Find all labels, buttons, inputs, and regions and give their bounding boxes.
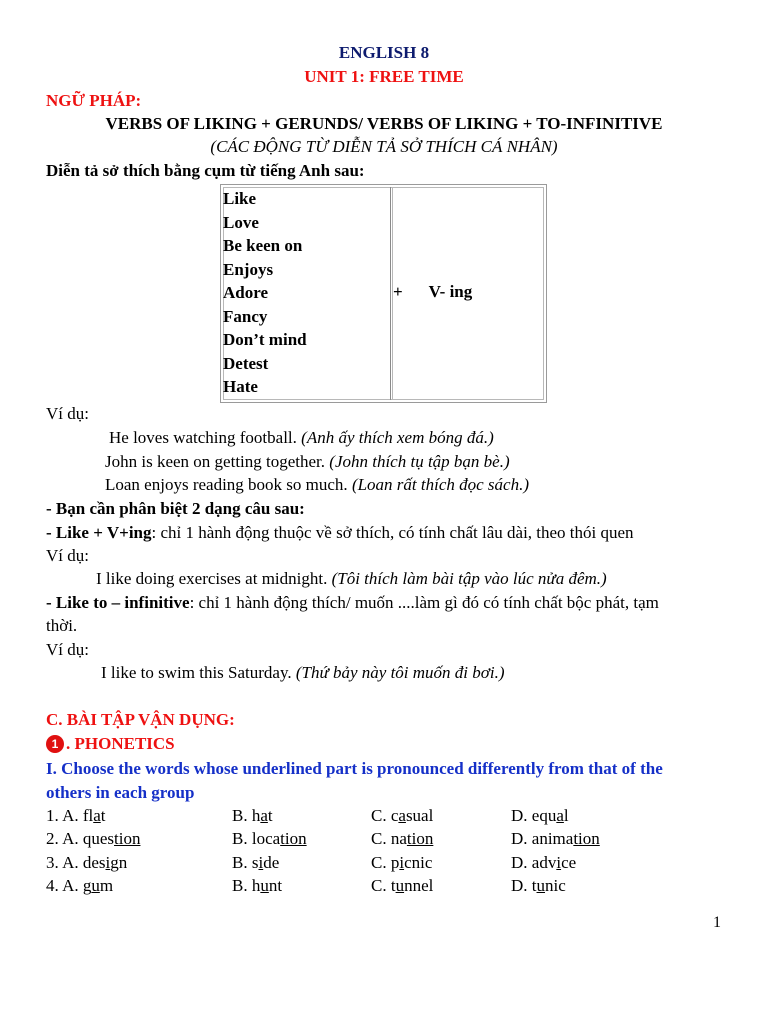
ving-form: V- ing [428,282,473,301]
option-letter: D. [511,853,528,872]
option-word [252,829,307,848]
option-word [83,806,106,825]
option-letter: C. [371,829,387,848]
word-part: t [531,876,537,895]
option-word [252,853,279,872]
word-part: de [263,853,280,872]
section-title: . PHONETICS [66,734,175,753]
word-part: cnic [404,853,433,872]
instruction-line: I. Choose the words whose underlined part is pronounced differently from that of the [46,759,663,778]
answer-option [371,852,432,874]
grammar-topic-vi: (CÁC ĐỘNG TỪ DIỄN TẢ SỞ THÍCH CÁ NHÂN) [210,137,558,156]
underlined-part: i [399,853,405,872]
example-en: Loan enjoys reading book so much. [105,475,352,494]
underlined-part: tion [114,829,141,848]
option-letter: A. [62,829,79,848]
underlined-part: a [398,806,406,825]
underlined-part: u [536,876,546,895]
word-part: t [390,876,396,895]
question-number: 4. [46,876,59,895]
option-letter: B. [232,876,248,895]
answer-option [371,875,433,897]
like-ving-rule [46,522,634,544]
answer-option [46,828,140,850]
word-part: fl [82,806,94,825]
option-word [83,829,141,848]
exercises-heading: C. BÀI TẬP VẬN DỤNG: [46,710,235,729]
answer-option [232,805,273,827]
option-letter: C. [371,806,387,825]
verbs-table-result [393,282,472,302]
example-label: Ví dụ: [46,404,89,423]
option-letter: C. [371,853,387,872]
option-letter: A. [62,806,79,825]
example-en: John is keen on getting together. [105,452,330,471]
underlined-part: a [556,806,564,825]
question-number: 1. [46,806,59,825]
option-word [391,876,434,895]
word-part: m [99,876,114,895]
answer-option [511,805,569,827]
example-en: He loves watching football. [109,428,302,447]
like-to-term: - Like to – infinitive [46,593,190,612]
grammar-topic: VERBS OF LIKING + GERUNDS/ VERBS OF LIKING + TO-INFINITIVE [105,114,663,133]
verb-item: Like [223,189,257,208]
answer-option [232,852,279,874]
verb-item: Love [223,212,259,232]
word-part: c [390,806,399,825]
underlined-part: a [93,806,101,825]
word-part: t [267,806,273,825]
word-part: nt [268,876,283,895]
word-part: h [251,806,261,825]
example-vi: (Loan rất thích đọc sách.) [351,475,530,494]
example-label: Ví dụ: [46,640,89,659]
word-part: adv [531,853,557,872]
underlined-part: u [395,876,405,895]
subject-title: ENGLISH 8 [338,43,430,62]
word-part: s [251,853,259,872]
word-part: h [251,876,261,895]
option-word [83,853,127,872]
unit-title: UNIT 1: FREE TIME [304,67,464,86]
option-word [391,829,434,848]
answer-option [46,852,127,874]
word-part: p [390,853,400,872]
word-part: des [82,853,106,872]
option-letter: C. [371,876,387,895]
option-letter: A. [62,853,79,872]
example-vi: (Thứ bảy này tôi muốn đi bơi.) [295,663,505,682]
answer-option [46,875,113,897]
example-vi: (John thích tụ tập bạn bè.) [329,452,510,471]
answer-option [511,852,576,874]
like-to-desc-cont: thời. [46,616,78,635]
underlined-part: i [258,853,264,872]
option-letter: D. [511,829,528,848]
like-ving-desc: : chỉ 1 hành động thuộc về sở thích, có tính chất lâu dài, theo thói quen [151,523,634,542]
phonetics-heading [46,733,175,755]
example-label: Ví dụ: [46,546,89,565]
example-vi: (Anh ấy thích xem bóng đá.) [301,428,494,447]
grammar-intro: Diễn tả sở thích bằng cụm từ tiếng Anh sau: [46,161,365,180]
word-part: nnel [404,876,434,895]
option-letter: B. [232,829,248,848]
page-number: 1 [713,914,721,931]
like-to-desc: : chỉ 1 hành động thích/ muốn ....làm gì đó có tính chất bộc phát, tạm [189,593,659,612]
answer-option [371,805,433,827]
option-word [391,806,433,825]
underlined-part: i [105,853,111,872]
underlined-part: a [260,806,268,825]
verb-item: Fancy [223,306,268,326]
word-part: equ [531,806,557,825]
option-letter: D. [511,806,528,825]
grammar-heading: NGỮ PHÁP: [46,91,142,110]
word-part: ques [82,829,115,848]
word-part: nic [545,876,566,895]
word-part: na [390,829,407,848]
example-sentence [109,427,494,449]
instruction-line: others in each group [46,783,195,802]
like-to-rule [46,592,659,614]
example-sentence [101,662,505,684]
verb-item: Detest [223,353,269,373]
underlined-part: u [91,876,100,895]
word-part: gn [110,853,128,872]
option-word [532,853,576,872]
verb-item: Adore [223,283,269,302]
option-word [532,829,600,848]
answer-option [371,828,433,850]
answer-option [511,828,600,850]
verb-item: Don’t mind [223,330,307,349]
option-word [83,876,113,895]
verbs-table [220,184,547,403]
option-word [252,806,273,825]
verb-item: Hate [223,377,258,396]
answer-option [232,875,282,897]
example-sentence [105,474,529,496]
option-letter: B. [232,853,248,872]
word-part: g [82,876,92,895]
verb-item: Be keen on [223,236,303,255]
answer-option [232,828,307,850]
word-part: l [563,806,569,825]
verb-item: Enjoys [223,259,274,279]
word-part: loca [251,829,281,848]
underlined-part: tion [573,829,600,848]
word-part: t [100,806,106,825]
underlined-part: i [556,853,562,872]
plus-sign: + [393,282,403,301]
underlined-part: tion [280,829,307,848]
option-letter: B. [232,806,248,825]
option-letter: A. [62,876,79,895]
word-part: anima [531,829,574,848]
verbs-table-inner-border [223,187,544,400]
like-ving-term: - Like + V+ing [46,523,152,542]
example-en: I like to swim this Saturday. [101,663,296,682]
answer-option [46,805,106,827]
question-number: 3. [46,853,59,872]
option-word [252,876,282,895]
question-number: 2. [46,829,59,848]
example-en: I like doing exercises at midnight. [96,569,332,588]
underlined-part: u [260,876,269,895]
option-word [532,806,569,825]
section-number-badge: 1 [46,735,64,753]
word-part: ce [561,853,577,872]
option-word [532,876,566,895]
example-sentence [96,568,607,590]
distinguish-heading: - Bạn cần phân biệt 2 dạng câu sau: [46,499,305,518]
example-sentence [105,451,510,473]
answer-option [511,875,566,897]
word-part: sual [405,806,434,825]
option-word [391,853,433,872]
example-vi: (Tôi thích làm bài tập vào lúc nửa đêm.) [331,569,607,588]
underlined-part: tion [406,829,434,848]
option-letter: D. [511,876,528,895]
